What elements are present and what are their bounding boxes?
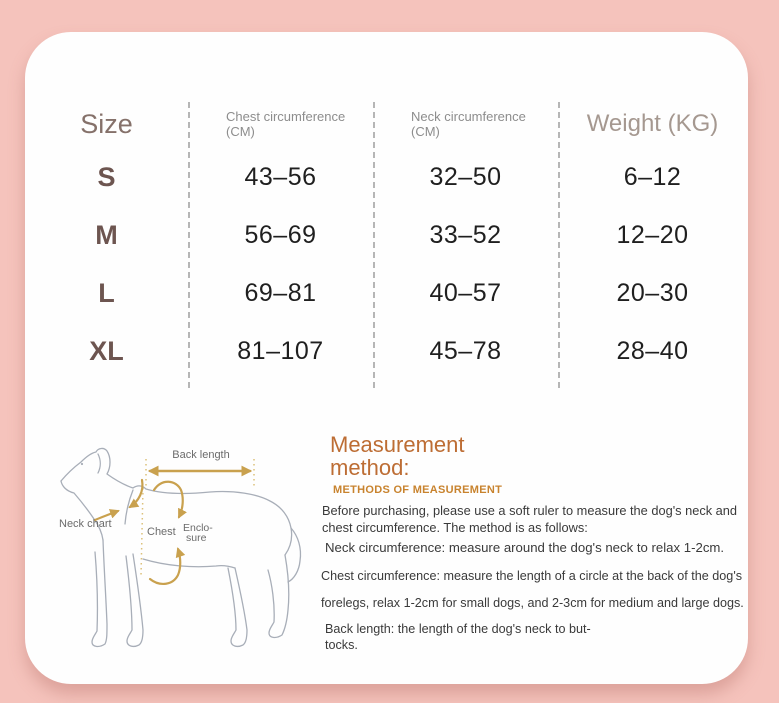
neck-value: 45–78 xyxy=(429,336,502,365)
size-table xyxy=(25,100,747,380)
header-chest-line2: (CM) xyxy=(226,124,255,139)
header-neck-line2: (CM) xyxy=(411,124,440,139)
enclosure-label-line1: Enclo- xyxy=(183,522,213,534)
size-label-s: S xyxy=(97,161,116,192)
header-weight: Weight (KG) xyxy=(586,110,719,137)
chest-value: 56–69 xyxy=(244,220,317,249)
chest-circumference-instruction-line2: forelegs, relax 1-2cm for small dogs, and 2-3cm for medium and large dogs. xyxy=(321,596,744,610)
size-label-m: M xyxy=(95,219,118,250)
size-label-l: L xyxy=(98,277,115,308)
chest-label: Chest xyxy=(147,526,176,538)
measurement-method-subtitle: METHODS OF MEASUREMENT xyxy=(333,484,503,496)
dog-outline-icon xyxy=(61,448,301,646)
weight-value: 6–12 xyxy=(623,162,682,191)
back-length-instruction-line2: tocks. xyxy=(325,638,358,652)
weight-value: 20–30 xyxy=(616,278,689,307)
size-table-header xyxy=(25,100,747,148)
header-chest-line1: Chest circumference xyxy=(226,108,346,124)
dog-diagram-svg xyxy=(38,428,323,683)
chest-value: 81–107 xyxy=(237,336,324,365)
chest-value: 43–56 xyxy=(244,162,317,191)
neck-value: 32–50 xyxy=(429,162,502,191)
table-row xyxy=(25,264,747,322)
weight-value: 28–40 xyxy=(616,336,689,365)
weight-value: 12–20 xyxy=(616,220,689,249)
neck-value: 33–52 xyxy=(429,220,502,249)
table-row xyxy=(25,206,747,264)
measure-guide-dotted-lines xyxy=(141,459,254,576)
back-length-instruction xyxy=(325,621,591,653)
header-chest-circumference xyxy=(188,109,373,140)
table-row xyxy=(25,148,747,206)
measurement-intro-text: Before purchasing, please use a soft ruler to measure the dog's neck and chest circumference. The method is as follows: xyxy=(322,503,738,536)
neck-chart-label: Neck chart xyxy=(59,518,112,530)
header-size: Size xyxy=(80,108,133,139)
enclosure-label-line2: sure xyxy=(186,532,207,544)
measurement-method-title: Measurement method: xyxy=(330,432,465,481)
header-neck-line1: Neck circumference xyxy=(411,108,526,124)
neck-value: 40–57 xyxy=(429,278,502,307)
back-length-instruction-line1: Back length: the length of the dog's neck to but- xyxy=(325,622,591,636)
dog-measurement-diagram xyxy=(38,428,323,683)
chest-measure-arrow xyxy=(150,549,180,584)
neck-circumference-instruction: Neck circumference: measure around the dog's neck to relax 1-2cm. xyxy=(325,540,725,555)
size-label-xl: XL xyxy=(89,335,124,366)
chest-circumference-instruction-line1: Chest circumference: measure the length of a circle at the back of the dog's xyxy=(321,569,743,583)
chest-value: 69–81 xyxy=(244,278,317,307)
chest-measure-arrow xyxy=(154,482,183,517)
header-neck-circumference xyxy=(373,109,558,140)
back-length-label: Back length xyxy=(172,449,230,461)
table-row xyxy=(25,322,747,380)
